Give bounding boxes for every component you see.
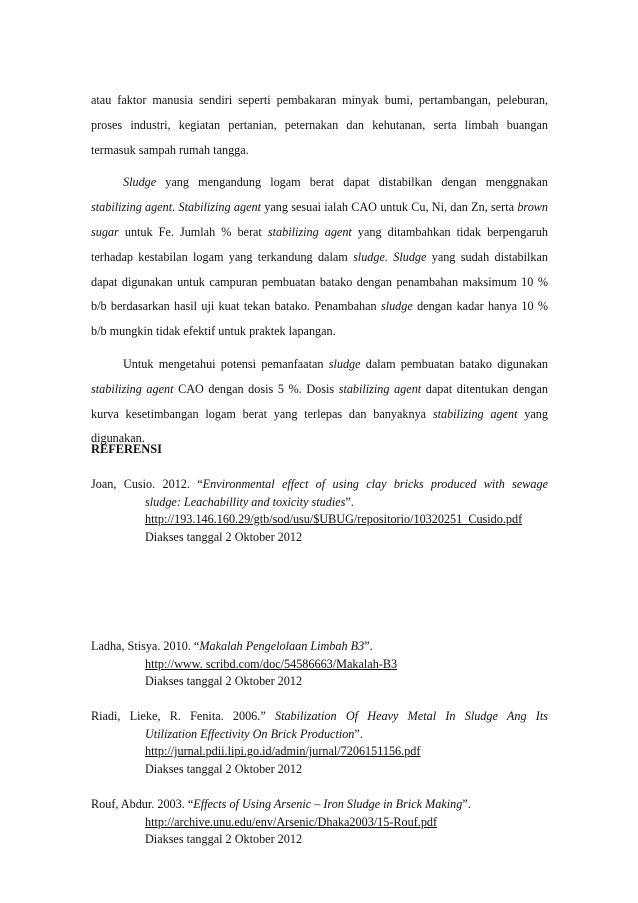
reference-title: Makalah Pengelolaan Limbah B3 bbox=[199, 639, 365, 653]
reference-title: Effects of Using Arsenic – Iron Sludge in Brick Making bbox=[193, 797, 463, 811]
text-run: yang digunakan. bbox=[91, 406, 548, 446]
paragraph-1: atau faktor manusia sendiri seperti pembakaran minyak bumi, pertambangan, peleburan, proses industri, kegiatan pertanian, peternakan dan kehutanan, serta limbah buangan termasuk sampah rumah tangga. bbox=[91, 93, 548, 157]
reference-item bbox=[91, 796, 548, 849]
text-run: untuk Fe. Jumlah % berat bbox=[118, 224, 268, 239]
reference-author: Ladha, Stisya. 2010. “ bbox=[91, 639, 200, 653]
reference-first-line: Ladha, Stisya. 2010. “Makalah Pengelolaan Limbah B3”. bbox=[91, 639, 373, 653]
reference-link[interactable]: http://archive.unu.edu/env/Arsenic/Dhaka2003/15-Rouf.pdf bbox=[145, 814, 438, 829]
italic-term: Sludge bbox=[123, 175, 157, 190]
text-run: yang sudah distabilkan dapat digunakan untuk campuran pembuatan batako dengan penambahan maksimum 10 % b/b berdasarkan hasil uji kuat tekan batako. Penambahan bbox=[91, 249, 548, 314]
paragraph-3 bbox=[91, 352, 548, 451]
italic-term: stabilizing agent bbox=[91, 381, 174, 396]
reference-accessed: Diakses tanggal 2 Oktober 2012 bbox=[145, 832, 303, 847]
reference-first-line bbox=[91, 708, 548, 726]
text-run: Untuk mengetahui potensi pemanfaatan bbox=[123, 356, 329, 371]
italic-term: stabilizing agent bbox=[267, 224, 352, 239]
text-run: CAO dengan dosis 5 %. Dosis bbox=[173, 381, 339, 396]
italic-term: stabilizing agent bbox=[432, 406, 518, 421]
reference-title: Stabilization Of Heavy Metal In Sludge Ang Its bbox=[274, 709, 548, 723]
reference-accessed: Diakses tanggal 2 Oktober 2012 bbox=[145, 529, 303, 544]
reference-title-cont: sludge: Leachabillity and toxicity studies”. bbox=[145, 494, 354, 509]
reference-first-line bbox=[91, 476, 548, 494]
document-page bbox=[91, 88, 549, 847]
text-run: yang sesuai ialah CAO untuk Cu, Ni, dan Zn, serta bbox=[260, 200, 518, 215]
references-heading: REFERENSI bbox=[91, 442, 162, 456]
italic-term: sludge bbox=[328, 356, 361, 371]
italic-term: stabilizing agent bbox=[91, 200, 173, 215]
reference-title: Environmental effect of using clay bricks produced with sewage bbox=[202, 477, 548, 491]
reference-link[interactable]: http://jurnal.pdii.lipi.go.id/admin/jurnal/7206151156.pdf bbox=[145, 744, 421, 759]
reference-first-line: Rouf, Abdur. 2003. “Effects of Using Arsenic – Iron Sludge in Brick Making”. bbox=[91, 797, 471, 811]
text-run: yang ditambahkan tidak berpengaruh terhadap kestabilan logam yang terkandung dalam bbox=[91, 224, 549, 264]
text-run: dalam pembuatan batako digunakan bbox=[360, 356, 548, 371]
reference-item bbox=[91, 476, 548, 546]
italic-term: sludge bbox=[380, 299, 413, 314]
reference-author: Rouf, Abdur. 2003. “ bbox=[91, 797, 194, 811]
italic-term: sludge. Sludge bbox=[353, 249, 427, 264]
reference-item bbox=[91, 708, 548, 778]
text-run: dengan kadar hanya 10 % b/b mungkin tidak efektif untuk praktek lapangan. bbox=[91, 299, 549, 339]
italic-term: Stabilizing agent bbox=[178, 200, 261, 215]
reference-accessed: Diakses tanggal 2 Oktober 2012 bbox=[145, 761, 303, 776]
paragraph-2 bbox=[91, 170, 548, 344]
reference-title-cont: Utilization Effectivity On Brick Production”. bbox=[145, 726, 363, 741]
text-run: dapat ditentukan dengan kurva kesetimbangan logam berat yang terlepas dan banyaknya bbox=[91, 381, 548, 421]
italic-term: stabilizing agent bbox=[338, 381, 422, 396]
text-run: yang mengandung logam berat dapat distabilkan dengan menggnakan bbox=[156, 175, 548, 190]
reference-author: Riadi, Lieke, R. Fenita. 2006.” bbox=[91, 709, 275, 723]
text-run: . bbox=[172, 200, 179, 215]
reference-author: Joan, Cusio. 2012. “ bbox=[91, 477, 203, 491]
reference-accessed: Diakses tanggal 2 Oktober 2012 bbox=[145, 674, 303, 689]
reference-link[interactable]: http://www. scribd.com/doc/54586663/Makalah-B3 bbox=[145, 656, 398, 671]
reference-link[interactable]: http://193.146.160.29/gtb/sod/usu/$UBUG/repositorio/10320251_Cusido.pdf bbox=[145, 512, 523, 527]
italic-term: brown sugar bbox=[91, 200, 549, 239]
reference-item bbox=[91, 638, 548, 691]
